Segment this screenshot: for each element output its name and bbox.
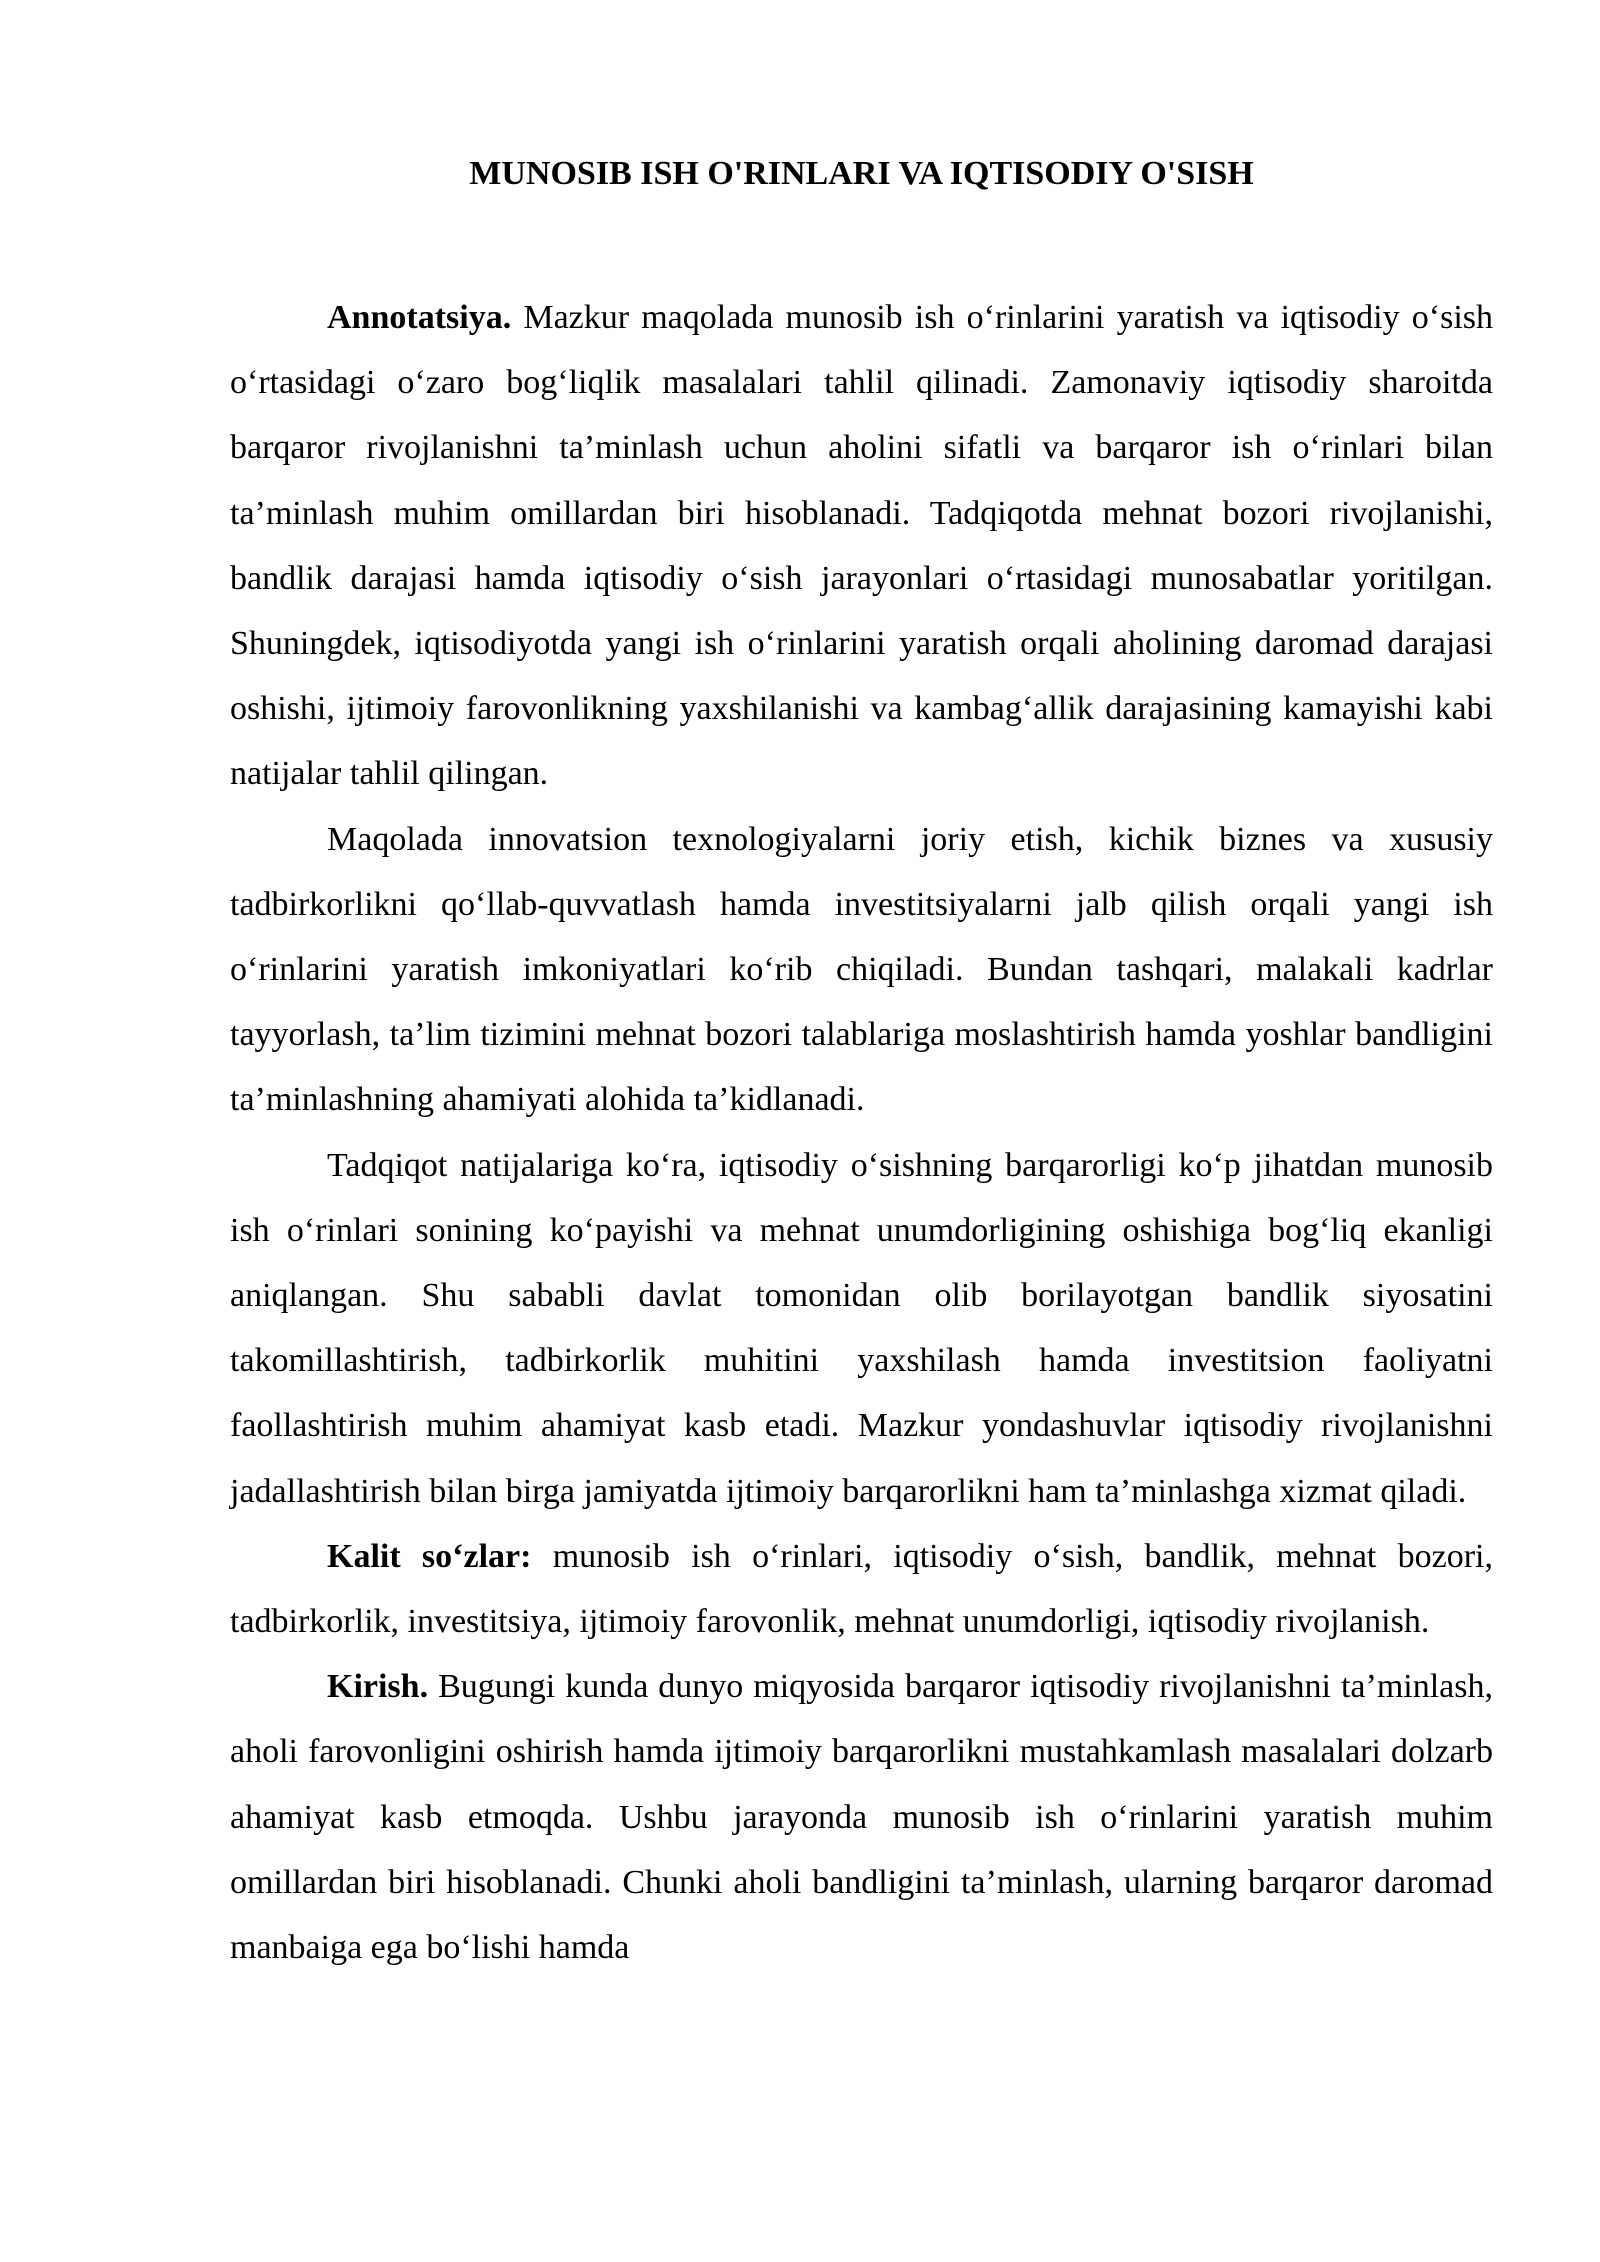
document-title: MUNOSIB ISH O'RINLARI VA IQTISODIY O'SISH [469, 155, 1254, 192]
introduction-text: Bugungi kunda dunyo miqyosida barqaror iqtisodiy rivojlanishni ta’minlash, aholi farovonligini oshirish hamda ijtimoiy barqarorlikni mustahkamlash masalalari dolzarb ahamiyat kasb etmoqda. Ushbu jarayonda munosib ish o‘rinlarini yaratish muhim omillardan biri hisoblanadi. Chunki aholi bandligini ta’minlash, ularning barqaror daromad manbaiga ega bo‘lishi hamda [230, 1668, 1493, 1967]
abstract-label: Annotatsiya. [327, 299, 512, 336]
abstract-text: Mazkur maqolada munosib ish o‘rinlarini yaratish va iqtisodiy o‘sish o‘rtasidagi o‘zaro bog‘liqlik masalalari tahlil qilinadi. Zamonaviy iqtisodiy sharoitda barqaror rivojlanishni ta’minlash uchun aholini sifatli va barqaror ish o‘rinlari bilan ta’minlash muhim omillardan biri hisoblanadi. Tadqiqotda mehnat bozori rivojlanishi, bandlik darajasi hamda iqtisodiy o‘sish jarayonlari o‘rtasidagi munosabatlar yoritilgan. Shuningdek, iqtisodiyotda yangi ish o‘rinlarini yaratish orqali aholining daromad darajasi oshishi, ijtimoiy farovonlikning yaxshilanishi va kambag‘allik darajasining kamayishi kabi natijalar tahlil qilingan. [230, 299, 1493, 793]
keywords-paragraph [230, 1524, 1493, 1654]
document-page [230, 0, 1493, 2262]
keywords-text: munosib ish o‘rinlari, iqtisodiy o‘sish, bandlik, mehnat bozori, tadbirkorlik, investitsiya, ijtimoiy farovonlik, mehnat unumdorligi, iqtisodiy rivojlanish. [230, 1537, 1493, 1641]
document-body [230, 285, 1493, 1980]
abstract-paragraph [230, 285, 1493, 807]
introduction-label: Kirish. [327, 1668, 429, 1706]
introduction-paragraph [230, 1654, 1493, 1980]
keywords-label: Kalit so‘zlar: [327, 1537, 532, 1575]
body-paragraph-2: Tadqiqot natijalariga ko‘ra, iqtisodiy o‘sishning barqarorligi ko‘p jihatdan munosib ish o‘rinlari sonining ko‘payishi va mehnat unumdorligining oshishiga bog‘liq ekanligi aniqlangan. Shu sababli davlat tomonidan olib borilayotgan bandlik siyosatini takomillashtirish, tadbirkorlik muhitini yaxshilash hamda investitsion faoliyatni faollashtirish muhim ahamiyat kasb etadi. Mazkur yondashuvlar iqtisodiy rivojlanishni jadallashtirish bilan birga jamiyatda ijtimoiy barqarorlikni ham ta’minlashga xizmat qiladi. [230, 1146, 1493, 1510]
body-paragraph-1: Maqolada innovatsion texnologiyalarni joriy etish, kichik biznes va xususiy tadbirkorlikni qo‘llab-quvvatlash hamda investitsiyalarni jalb qilish orqali yangi ish o‘rinlarini yaratish imkoniyatlari ko‘rib chiqiladi. Bundan tashqari, malakali kadrlar tayyorlash, ta’lim tizimini mehnat bozori talablariga moslashtirish hamda yoshlar bandligini ta’minlashning ahamiyati alohida ta’kidlanadi. [230, 820, 1493, 1119]
